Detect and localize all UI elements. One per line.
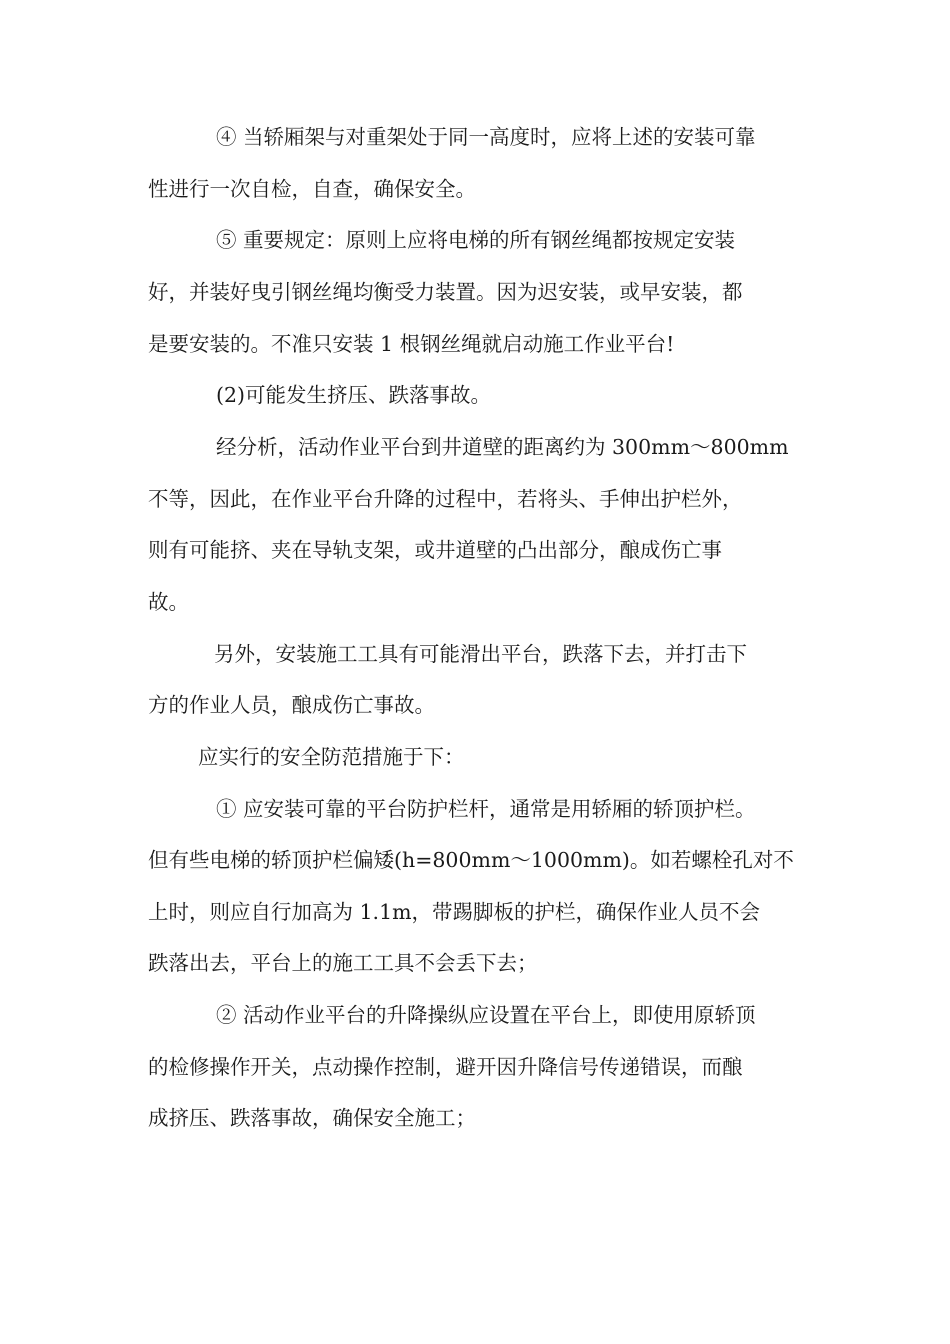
- text-line-19: 的检修操作开关，点动操作控制，避开因升降信号传递错误，而酿: [148, 1055, 743, 1079]
- text-line-20: 成挤压、跌落事故，确保安全施工；: [148, 1106, 476, 1130]
- text-line-7: 经分析，活动作业平台到井道壁的距离约为 300mm～800mm: [216, 435, 789, 459]
- text-line-11: 另外，安装施工工具有可能滑出平台，跌落下去，并打击下: [214, 642, 747, 666]
- text-line-16: 上时，则应自行加高为 1.1m，带踢脚板的护栏，确保作业人员不会: [148, 900, 761, 924]
- text-line-4: 好，并装好曳引钢丝绳均衡受力装置。因为迟安装，或早安装，都: [148, 280, 743, 304]
- text-line-5: 是要安装的。不准只安装 1 根钢丝绳就启动施工作业平台!: [148, 332, 675, 356]
- text-line-10: 故。: [148, 590, 189, 614]
- text-line-15: 但有些电梯的轿顶护栏偏矮(h=800mm～1000mm)。如若螺栓孔对不: [148, 848, 794, 872]
- text-line-18: ② 活动作业平台的升降操纵应设置在平台上，即使用原轿顶: [216, 1003, 756, 1027]
- text-line-6: (2)可能发生挤压、跌落事故。: [216, 383, 492, 407]
- text-line-14: ① 应安装可靠的平台防护栏杆，通常是用轿厢的轿顶护栏。: [216, 797, 756, 821]
- text-line-12: 方的作业人员，酿成伤亡事故。: [148, 693, 435, 717]
- text-line-1: ④ 当轿厢架与对重架处于同一高度时，应将上述的安装可靠: [216, 125, 756, 149]
- text-line-9: 则有可能挤、夹在导轨支架，或井道壁的凸出部分，酿成伤亡事: [148, 538, 722, 562]
- text-line-13: 应实行的安全防范措施于下：: [198, 745, 465, 769]
- text-line-8: 不等，因此，在作业平台升降的过程中，若将头、手伸出护栏外，: [148, 487, 743, 511]
- text-line-2: 性进行一次自检，自查，确保安全。: [148, 177, 476, 201]
- text-line-17: 跌落出去，平台上的施工工具不会丢下去；: [148, 951, 538, 975]
- text-line-3: ⑤ 重要规定：原则上应将电梯的所有钢丝绳都按规定安装: [216, 228, 736, 252]
